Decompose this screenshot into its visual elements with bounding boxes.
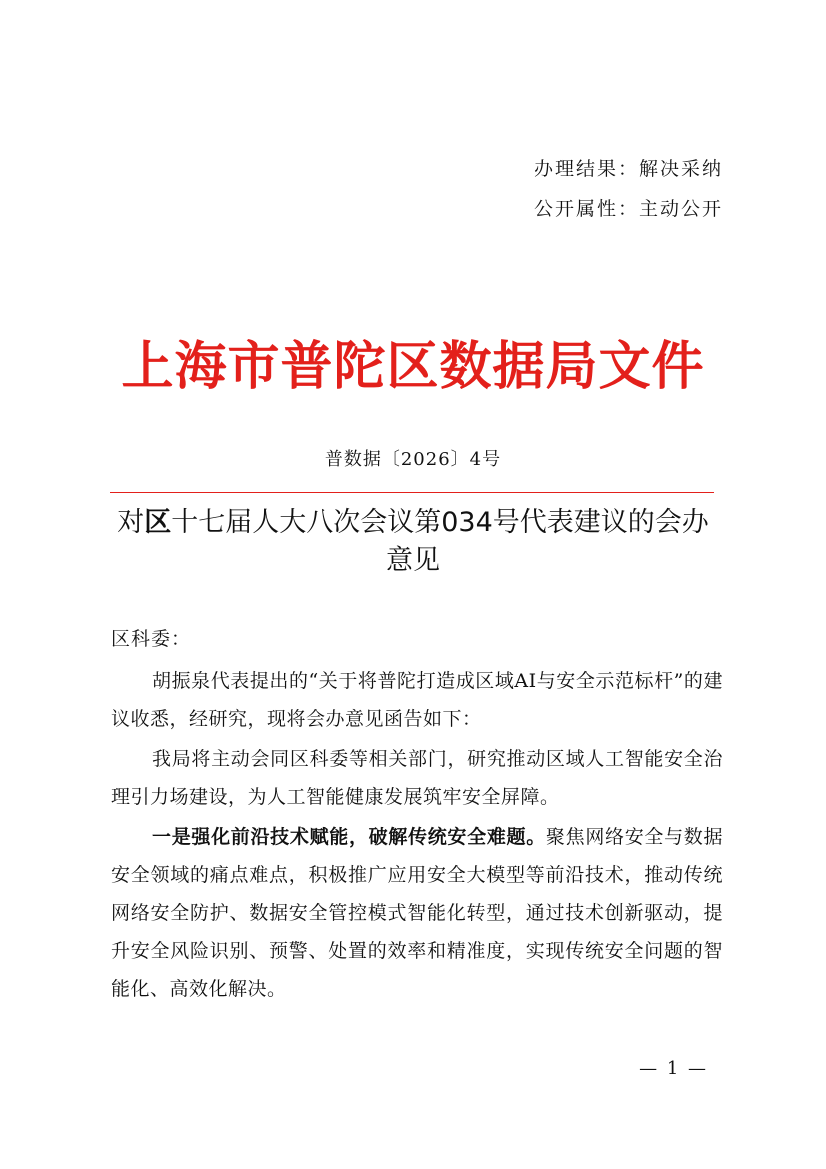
title-prefix: 对 (117, 507, 145, 538)
processing-result: 办理结果：解决采纳 (533, 158, 723, 180)
body-paragraph-3 (111, 818, 723, 1008)
body-paragraph-1: 胡振泉代表提出的“关于将普陀打造成区域AI与安全示范标杆”的建议收悉，经研究，现将会办意见函告如下： (111, 670, 723, 730)
body-paragraph-2: 我局将主动会同区科委等相关部门，研究推动区域人工智能安全治理引力场建设，为人工智能健康发展筑牢安全屏障。 (111, 748, 723, 808)
document-title (110, 504, 716, 580)
title-rest: 十七届人大八次会议第034号代表建议的会办意见 (171, 507, 709, 576)
paragraph-3-lead-heading: 一是强化前沿技术赋能，破解传统安全难题。 (152, 826, 546, 848)
title-emphasis: 区 (144, 507, 172, 538)
page-number: — 1 — (639, 1058, 708, 1079)
salutation: 区科委： (111, 628, 192, 650)
red-divider-line (110, 492, 714, 493)
disclosure-attribute: 公开属性：主动公开 (533, 198, 723, 220)
document-header-issuer: 上海市普陀区数据局文件 (121, 336, 705, 397)
document-number: 普数据〔2026〕4号 (324, 449, 502, 470)
paragraph-3-text: 聚焦网络安全与数据安全领域的痛点难点，积极推广应用安全大模型等前沿技术，推动传统网络安全防护、数据安全管控模式智能化转型，通过技术创新驱动，提升安全风险识别、预警、处置的效率和精准度，实现传统安全问题的智能化、高效化解决。 (111, 826, 723, 1000)
